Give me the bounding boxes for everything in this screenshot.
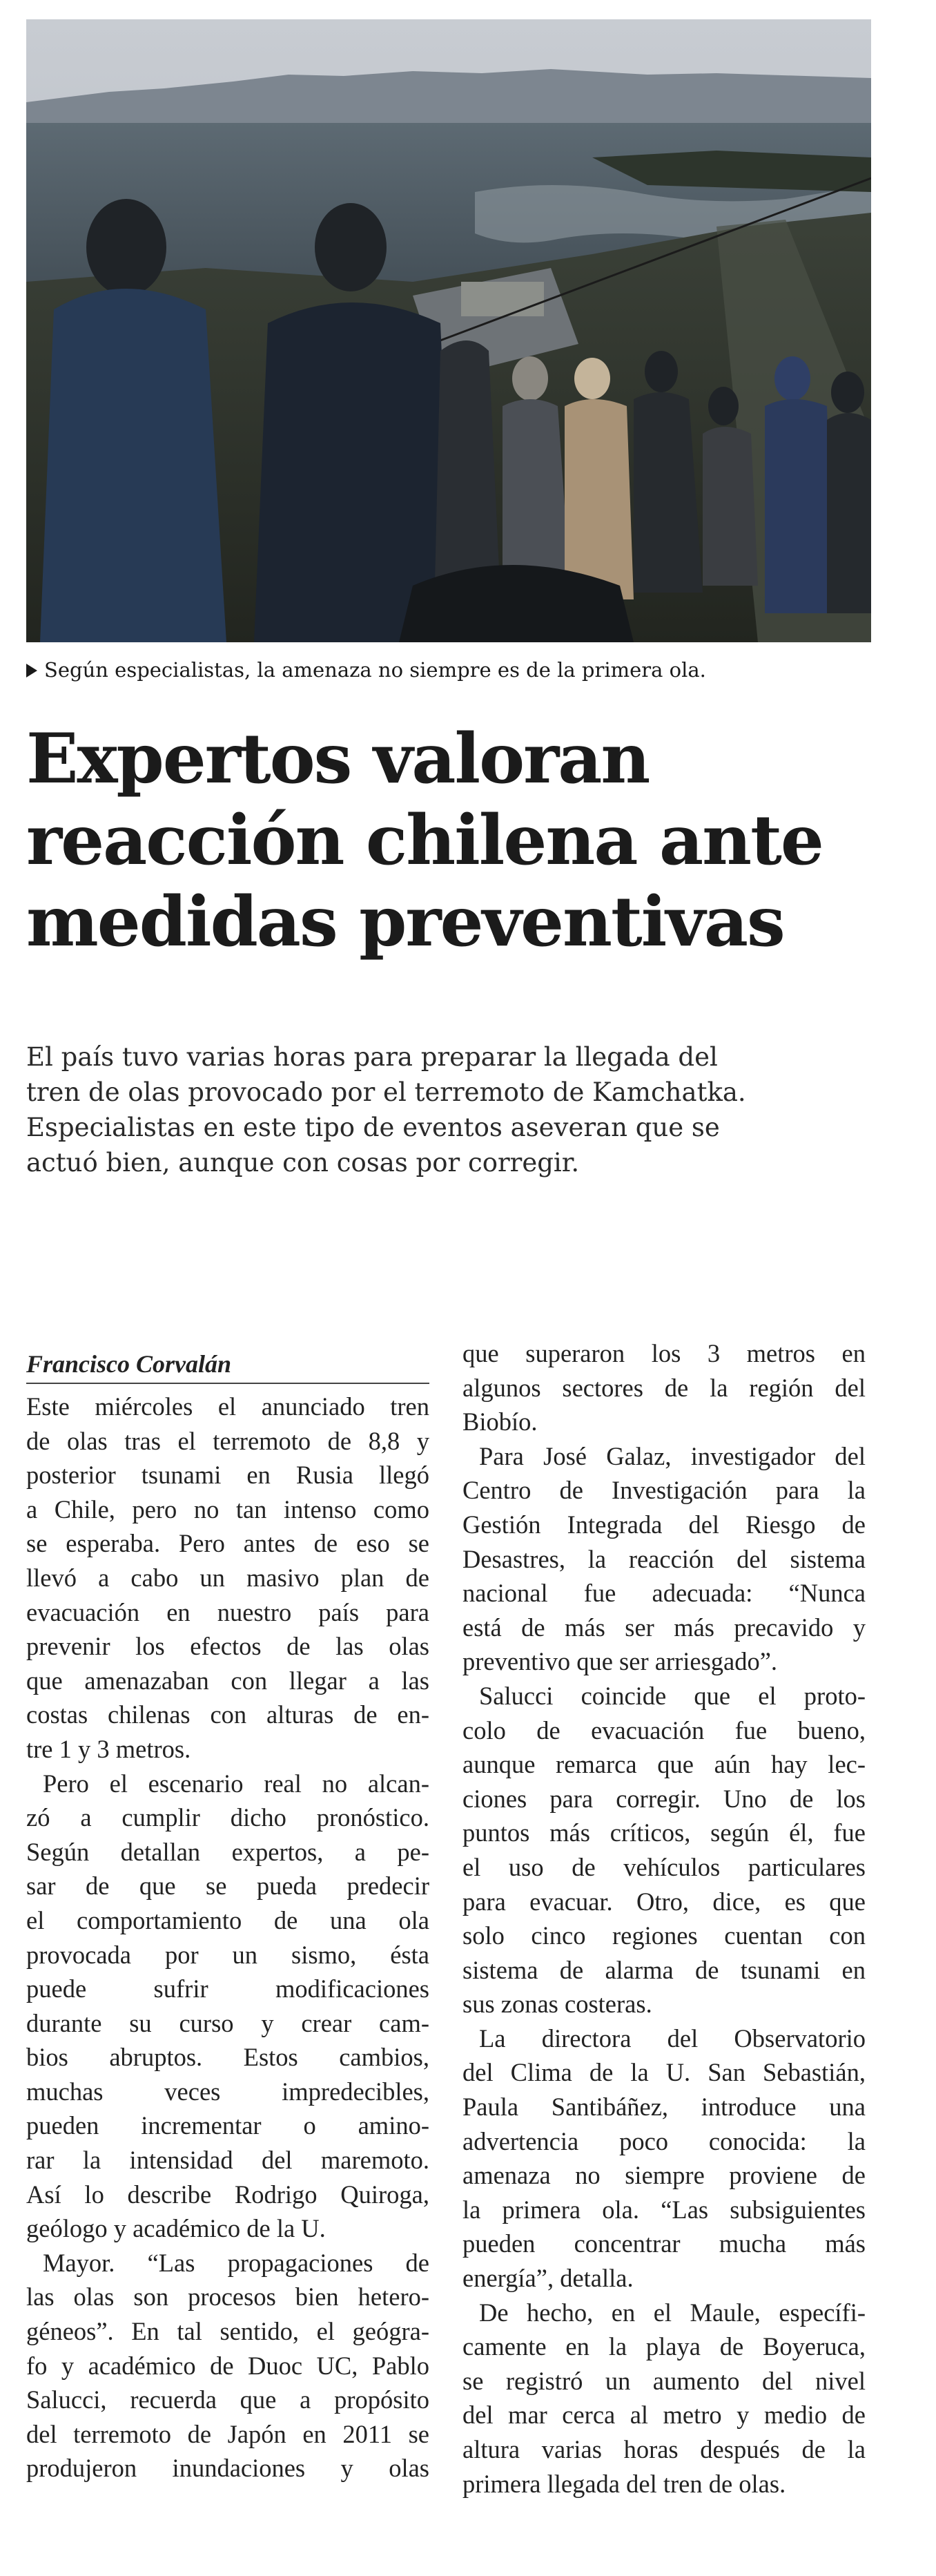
body-line: durante su curso y crear cam- bbox=[26, 2008, 429, 2037]
body-line: a Chile, pero no tan intenso como bbox=[26, 1494, 429, 1524]
body-line: sar de que se pueda predecir bbox=[26, 1872, 429, 1901]
lead-line: Especialistas en este tipo de eventos aseveran que se bbox=[26, 1113, 720, 1142]
body-line: fo y académico de Duoc UC, Pablo bbox=[26, 2351, 429, 2380]
caption-text: Según especialistas, la amenaza no siempre es de la primera ola. bbox=[44, 658, 706, 682]
body-line: Pero el escenario real no alcan- bbox=[43, 1769, 429, 1798]
body-line: bios abruptos. Estos cambios, bbox=[26, 2043, 429, 2072]
body-line: De hecho, en el Maule, específi- bbox=[479, 2298, 866, 2327]
headline-line: medidas preventivas bbox=[26, 882, 784, 962]
body-line: que amenazaban con llegar a las bbox=[26, 1666, 429, 1695]
body-line: produjeron inundaciones y olas bbox=[26, 2454, 429, 2483]
body-line: el comportamiento de una ola bbox=[26, 1905, 429, 1934]
body-line: del Clima de la U. San Sebastián, bbox=[462, 2058, 866, 2087]
body-line: prevenir los efectos de las olas bbox=[26, 1632, 429, 1661]
body-line: que superaron los 3 metros en bbox=[462, 1339, 866, 1367]
body-line: primera llegada del tren de olas. bbox=[462, 2469, 786, 2498]
body-line: puede sufrir modificaciones bbox=[26, 1974, 429, 2003]
body-line: altura varias horas después de la bbox=[462, 2435, 866, 2463]
body-line: Mayor. “Las propagaciones de bbox=[43, 2248, 429, 2277]
body-line: de olas tras el terremoto de 8,8 y bbox=[26, 1426, 429, 1455]
body-line: Salucci, recuerda que a propósito bbox=[26, 2385, 429, 2414]
photo-caption bbox=[26, 656, 882, 684]
body-line: llevó a cabo un masivo plan de bbox=[26, 1563, 429, 1592]
body-line: está de más ser más precavido y bbox=[462, 1613, 866, 1642]
body-line: Paula Santibáñez, introduce una bbox=[462, 2093, 866, 2122]
body-line: Desastres, la reacción del sistema bbox=[462, 1544, 866, 1573]
body-line: solo cinco regiones cuentan con bbox=[462, 1921, 866, 1950]
body-line: Salucci coincide que el proto- bbox=[479, 1681, 866, 1710]
body-line: posterior tsunami en Rusia llegó bbox=[26, 1461, 429, 1490]
lead-paragraph bbox=[26, 1039, 889, 1180]
body-line: Biobío. bbox=[462, 1407, 538, 1436]
caption-arrow-icon bbox=[26, 664, 37, 677]
body-line: Así lo describe Rodrigo Quiroga, bbox=[26, 2180, 429, 2209]
body-line: provocada por un sismo, ésta bbox=[26, 1940, 429, 1969]
body-line: energía”, detalla. bbox=[462, 2264, 634, 2293]
body-line: preventivo que ser arriesgado”. bbox=[462, 1647, 778, 1676]
body-line: para evacuar. Otro, dice, es que bbox=[462, 1887, 866, 1916]
body-line: geólogo y académico de la U. bbox=[26, 2214, 326, 2243]
body-line: costas chilenas con alturas de en- bbox=[26, 1700, 429, 1729]
body-line: evacuación en nuestro país para bbox=[26, 1597, 429, 1626]
body-line: amenaza no siempre proviene de bbox=[462, 2161, 866, 2190]
article-photo bbox=[26, 19, 871, 642]
body-line: La directora del Observatorio bbox=[479, 2024, 866, 2053]
lead-line: El país tuvo varias horas para preparar la llegada del bbox=[26, 1042, 718, 1072]
body-line: puntos más críticos, según él, fue bbox=[462, 1818, 866, 1847]
body-line: tre 1 y 3 metros. bbox=[26, 1734, 191, 1763]
body-line: la primera ola. “Las subsiguientes bbox=[462, 2195, 866, 2224]
body-column-right bbox=[462, 1336, 866, 2501]
body-line: colo de evacuación fue bueno, bbox=[462, 1715, 866, 1744]
body-line: del terremoto de Japón en 2011 se bbox=[26, 2419, 429, 2448]
body-line: las olas son procesos bien hetero- bbox=[26, 2282, 429, 2311]
body-line: nacional fue adecuada: “Nunca bbox=[462, 1579, 866, 1608]
body-line: sus zonas costeras. bbox=[462, 1990, 652, 2019]
body-line: Gestión Integrada del Riesgo de bbox=[462, 1510, 866, 1539]
body-line: del mar cerca al metro y medio de bbox=[462, 2401, 866, 2430]
lead-line: tren de olas provocado por el terremoto de Kamchatka. bbox=[26, 1077, 746, 1107]
headline-line: Expertos valoran bbox=[26, 719, 650, 799]
body-line: el uso de vehículos particulares bbox=[462, 1852, 866, 1881]
body-line: Para José Galaz, investigador del bbox=[479, 1441, 866, 1470]
body-line: se registró un aumento del nivel bbox=[462, 2366, 866, 2395]
body-line: camente en la playa de Boyeruca, bbox=[462, 2332, 866, 2361]
coastal-crowd-photo-icon bbox=[26, 19, 871, 642]
body-line: Según detallan expertos, a pe- bbox=[26, 1837, 429, 1866]
body-line: zó a cumplir dicho pronóstico. bbox=[26, 1803, 429, 1832]
body-line: sistema de alarma de tsunami en bbox=[462, 1955, 866, 1984]
body-line: pueden incrementar o amino- bbox=[26, 2111, 429, 2140]
body-line: géneos”. En tal sentido, el geógra- bbox=[26, 2317, 429, 2346]
body-line: algunos sectores de la región del bbox=[462, 1373, 866, 1402]
headline bbox=[26, 718, 896, 963]
body-line: muchas veces impredecibles, bbox=[26, 2077, 429, 2106]
body-line: aunque remarca que aún hay lec- bbox=[462, 1750, 866, 1779]
body-line: Centro de Investigación para la bbox=[462, 1476, 866, 1505]
body-line: advertencia poco conocida: la bbox=[462, 2126, 866, 2155]
body-column-left bbox=[26, 1347, 429, 2486]
byline: Francisco Corvalán bbox=[26, 1347, 429, 1384]
body-line: rar la intensidad del maremoto. bbox=[26, 2146, 429, 2175]
body-line: se esperaba. Pero antes de eso se bbox=[26, 1529, 429, 1558]
body-line: Este miércoles el anunciado tren bbox=[26, 1392, 429, 1421]
body-line: ciones para corregir. Uno de los bbox=[462, 1784, 866, 1813]
lead-line: actuó bien, aunque con cosas por corregir. bbox=[26, 1148, 580, 1178]
headline-line: reacción chilena ante bbox=[26, 800, 823, 881]
body-line: pueden concentrar mucha más bbox=[462, 2229, 866, 2258]
